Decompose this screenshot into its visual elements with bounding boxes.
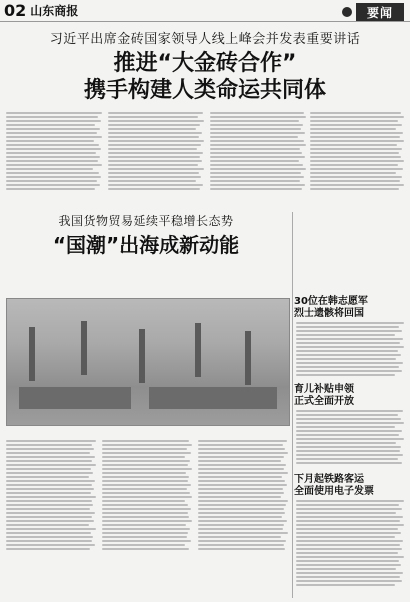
side-story-2	[294, 384, 404, 408]
lead-headline-line-2: 携手构建人类命运共同体	[83, 78, 326, 103]
lead-headline	[0, 50, 410, 104]
side-story-3	[294, 474, 404, 498]
side-story-3-title-line-2: 全面使用电子发票	[294, 486, 374, 497]
newspaper-name: 山东商报	[30, 4, 79, 18]
trade-story-header	[6, 212, 286, 284]
trade-headline: “国潮”出海成新动能	[52, 233, 240, 257]
ship-shape	[149, 387, 277, 409]
side-story-1-title-line-2: 烈士遗骸将回国	[294, 308, 364, 319]
lead-text-col-4	[310, 112, 404, 190]
trade-text-col-1	[6, 440, 96, 550]
side-story-1-title	[294, 296, 404, 320]
ship-shape	[19, 387, 131, 409]
lead-headline-line-1: 推进“大金砖合作”	[113, 51, 297, 76]
crane-shape	[245, 331, 251, 385]
side-story-3-title	[294, 474, 404, 498]
side-story-1-title-line-1: 30位在韩志愿军	[294, 296, 368, 307]
lead-story-header	[0, 28, 410, 104]
crane-shape	[195, 323, 201, 377]
crane-shape	[139, 329, 145, 383]
masthead-bar	[0, 0, 410, 22]
side-story-3-text	[296, 500, 404, 586]
trade-kicker: 我国货物贸易延续平稳增长态势	[58, 214, 234, 228]
side-story-3-title-line-1: 下月起铁路客运	[294, 474, 364, 485]
lead-kicker: 习近平出席金砖国家领导人线上峰会并发表重要讲话	[49, 32, 361, 47]
trade-text-col-3	[198, 440, 288, 550]
page-number: 02	[4, 0, 27, 20]
side-story-1-text	[296, 322, 404, 376]
crane-shape	[29, 327, 35, 381]
port-photo	[6, 298, 290, 426]
masthead-left	[4, 2, 82, 19]
side-story-1	[294, 296, 404, 320]
side-story-2-title	[294, 384, 404, 408]
side-story-2-text	[296, 410, 404, 464]
lead-text-col-2	[108, 112, 204, 190]
column-divider	[292, 212, 293, 598]
crane-shape	[81, 321, 87, 375]
section-badge	[356, 3, 404, 21]
lead-text-col-3	[210, 112, 306, 190]
section-badge-label: 要闻	[366, 5, 393, 20]
section-badge-icon	[342, 7, 352, 17]
lead-text-col-1	[6, 112, 102, 190]
side-story-2-title-line-2: 正式全面开放	[294, 396, 354, 407]
trade-text-col-2	[102, 440, 192, 550]
side-story-2-title-line-1: 育儿补贴申领	[294, 384, 354, 395]
